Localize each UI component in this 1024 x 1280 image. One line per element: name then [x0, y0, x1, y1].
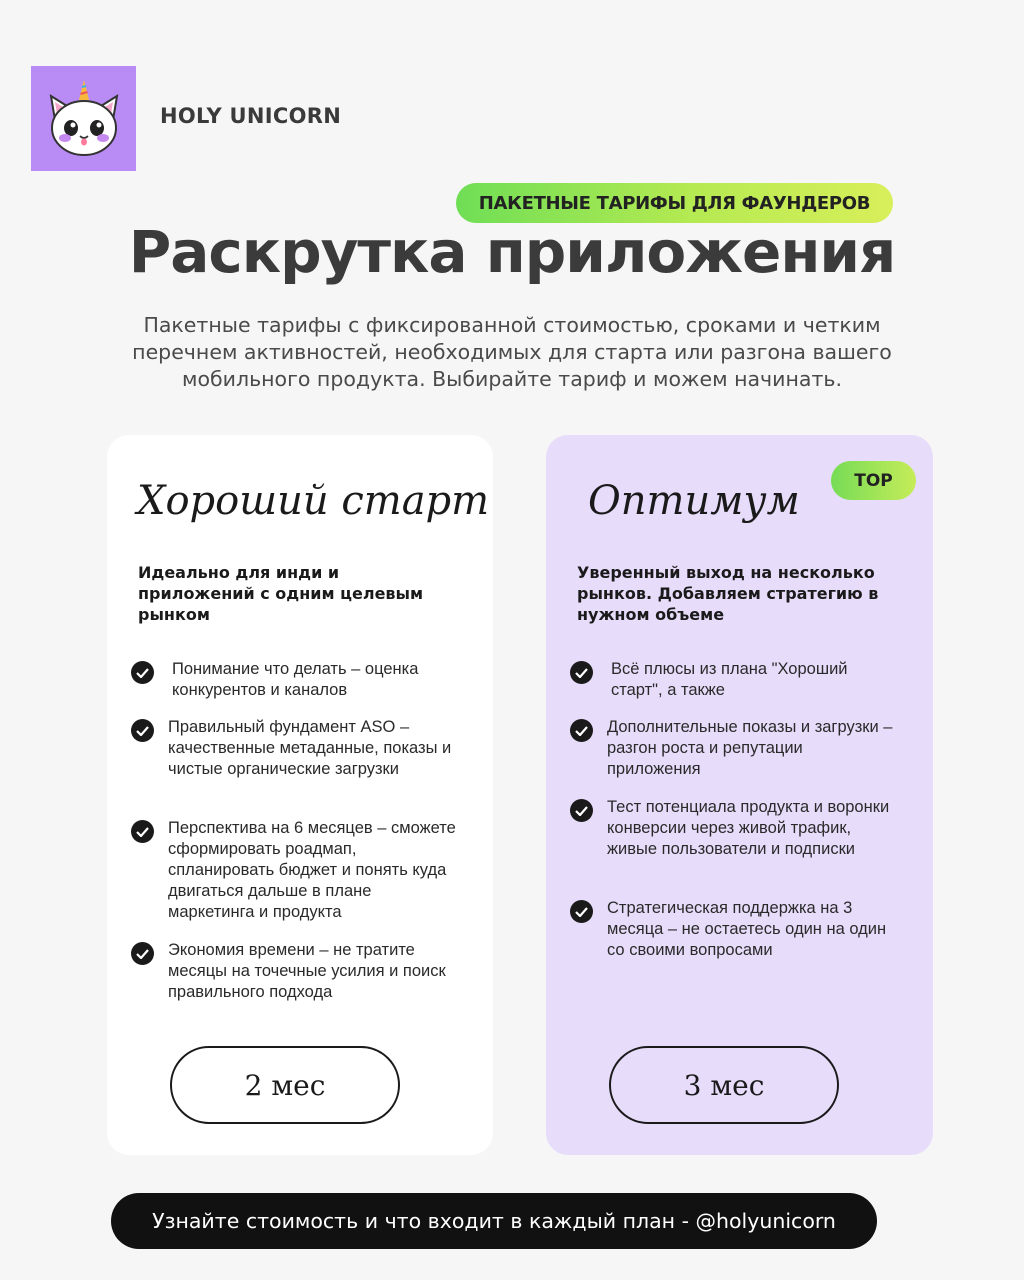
feature-item: [570, 898, 900, 961]
feature-item: [570, 797, 900, 860]
feature-item: [570, 717, 900, 780]
feature-item: [131, 717, 461, 780]
unicorn-cat-icon: [41, 76, 127, 162]
feature-item: [131, 818, 461, 923]
feature-item: [131, 659, 461, 701]
plan-name: Хороший старт: [137, 478, 490, 524]
subtitle-line: Пакетные тарифы с фиксированной стоимостью, сроками и четким: [143, 313, 881, 337]
feature-text: Правильный фундамент ASO – качественные метаданные, показы и чистые органические загрузки: [168, 718, 452, 778]
feature-item: [131, 940, 461, 1003]
feature-text: Понимание что делать – оценка конкурентов и каналов: [172, 660, 419, 699]
page-title: Раскрутка приложения: [128, 218, 896, 286]
feature-text: Экономия времени – не тратите месяцы на точечные усилия и поиск правильного подхода: [168, 941, 446, 1001]
page-subtitle: [100, 312, 924, 393]
subtitle-line: перечнем активностей, необходимых для старта или разгона вашего: [132, 340, 892, 364]
check-icon: [131, 942, 154, 965]
check-icon: [131, 719, 154, 742]
plan-description: Идеально для инди и приложений с одним целевым рынком: [138, 563, 424, 624]
feature-text: Стратегическая поддержка на 3 месяца – не остаетесь один на один со своими вопросами: [607, 899, 887, 959]
feature-item: [570, 659, 900, 701]
plan-name: Оптимум: [588, 478, 800, 524]
brand-logo: [31, 66, 136, 171]
feature-text: Всё плюсы из плана "Хороший старт", а также: [611, 660, 848, 699]
feature-text: Тест потенциала продукта и воронки конверсии через живой трафик, живые пользователи и подписки: [607, 798, 890, 858]
check-icon: [131, 820, 154, 843]
check-icon: [131, 661, 154, 684]
check-icon: [570, 799, 593, 822]
feature-text: Дополнительные показы и загрузки – разгон роста и репутации приложения: [607, 718, 893, 778]
cta-banner[interactable]: Узнайте стоимость и что входит в каждый план - @holyunicorn: [111, 1193, 877, 1249]
brand-name: HOLY UNICORN: [160, 104, 342, 128]
duration-button[interactable]: 3 мес: [609, 1046, 839, 1124]
check-icon: [570, 661, 593, 684]
subtitle-line: мобильного продукта. Выбирайте тариф и можем начинать.: [182, 367, 842, 391]
feature-text: Перспектива на 6 месяцев – сможете сформировать роадмап, спланировать бюджет и понять куда двигаться дальше в плане маркетинга и продукта: [168, 819, 456, 921]
check-icon: [570, 900, 593, 923]
plan-description: Уверенный выход на несколько рынков. Добавляем стратегию в нужном объеме: [577, 563, 879, 624]
top-badge: TOP: [831, 461, 916, 500]
duration-button[interactable]: 2 мес: [170, 1046, 400, 1124]
check-icon: [570, 719, 593, 742]
category-tag: ПАКЕТНЫЕ ТАРИФЫ ДЛЯ ФАУНДЕРОВ: [456, 183, 893, 223]
